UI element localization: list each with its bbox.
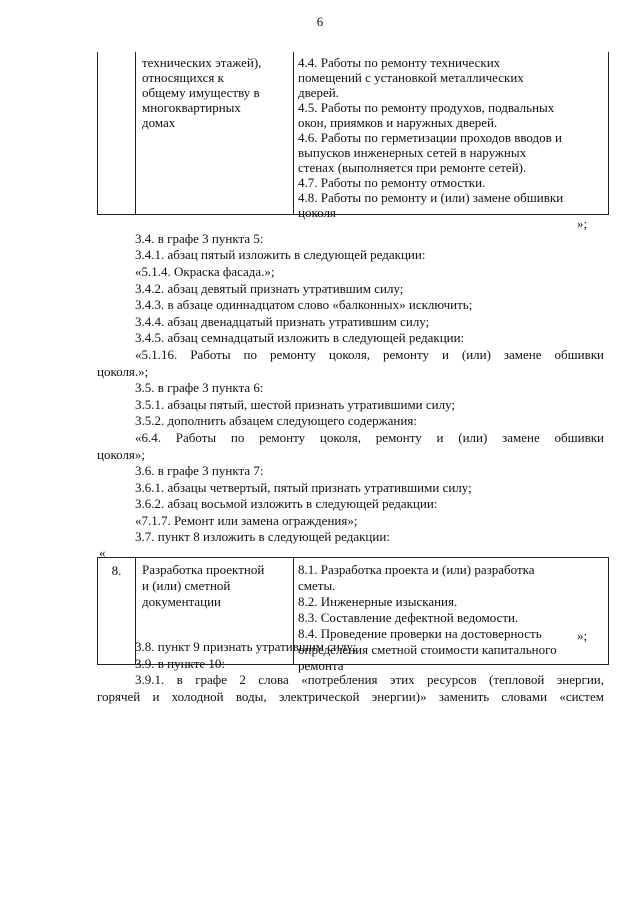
text-line: 3.5.1. абзацы пятый, шестой признать утратившими силу; bbox=[135, 397, 456, 412]
cell-line: 8.3. Составление дефектной ведомости. bbox=[298, 610, 519, 625]
object-cell bbox=[135, 52, 293, 214]
cell-line: ремонта bbox=[298, 658, 344, 673]
text-line: цоколя»; bbox=[97, 447, 146, 462]
cell-line: выпусков инженерных сетей в наружных bbox=[298, 145, 527, 160]
cell-line: 8.2. Инженерные изыскания. bbox=[298, 594, 458, 609]
text-line: «6.4. Работы по ремонту цоколя, ремонту и (или) замене обшивки bbox=[135, 430, 604, 445]
cell-line: технических этажей), bbox=[142, 55, 262, 70]
cell-line: и (или) сметной bbox=[142, 578, 231, 593]
text-line: 3.9.1. в графе 2 слова «потребления этих ресурсов (тепловой энергии, bbox=[135, 672, 604, 687]
text-line: «5.1.16. Работы по ремонту цоколя, ремонту и (или) замене обшивки bbox=[135, 347, 604, 362]
text-line: 3.6.2. абзац восьмой изложить в следующей редакции: bbox=[135, 496, 438, 511]
text-line: «5.1.4. Окраска фасада.»; bbox=[135, 264, 275, 279]
closing-quote: »; bbox=[577, 628, 588, 643]
text-line: цоколя.»; bbox=[97, 364, 149, 379]
table-row bbox=[97, 52, 609, 220]
text-line: 3.4.5. абзац семнадцатый изложить в следующей редакции: bbox=[135, 330, 465, 345]
cell-line: Разработка проектной bbox=[142, 562, 265, 577]
text-line: 3.4.1. абзац пятый изложить в следующей редакции: bbox=[135, 247, 426, 262]
cell-line: сметы. bbox=[298, 578, 336, 593]
cell-line: 8.1. Разработка проекта и (или) разработка bbox=[298, 562, 535, 577]
text-line: 3.4.3. в абзаце одиннадцатом слово «балконных» исключить; bbox=[135, 297, 473, 312]
page-number: 6 bbox=[316, 14, 324, 29]
cell-line: окон, приямков и наружных дверей. bbox=[298, 115, 498, 130]
text-line: 3.6.1. абзацы четвертый, пятый признать утратившими силу; bbox=[135, 480, 472, 495]
cell-line: помещений с установкой металлических bbox=[298, 70, 524, 85]
cell-line: документации bbox=[142, 594, 222, 609]
cell-line: 4.7. Работы по ремонту отмостки. bbox=[298, 175, 486, 190]
text-line: 3.4. в графе 3 пункта 5: bbox=[135, 231, 264, 246]
cell-line: домах bbox=[142, 115, 176, 130]
text-line: 3.7. пункт 8 изложить в следующей редакции: bbox=[135, 529, 390, 544]
text-line: 3.8. пункт 9 признать утратившим силу; bbox=[135, 639, 357, 654]
number-cell bbox=[97, 52, 135, 214]
cell-line: относящихся к bbox=[142, 70, 224, 85]
cell-line: определения сметной стоимости капитального bbox=[298, 642, 557, 657]
cell-line: 4.6. Работы по герметизации проходов вводов и bbox=[298, 130, 562, 145]
text-line: горячей и холодной воды, электрической энергии)» заменить словами «систем bbox=[97, 689, 604, 704]
text-line: 3.5. в графе 3 пункта 6: bbox=[135, 380, 264, 395]
text-line: 3.9. в пункте 10: bbox=[135, 656, 226, 671]
closing-quote: »; bbox=[577, 216, 588, 231]
text-line: 3.4.2. абзац девятый признать утратившим силу; bbox=[135, 281, 404, 296]
cell-line: цоколя bbox=[298, 205, 336, 220]
cell-line: 4.5. Работы по ремонту продухов, подвальных bbox=[298, 100, 555, 115]
number-cell: 8. bbox=[97, 558, 135, 664]
cell-line: общему имуществу в bbox=[142, 85, 260, 100]
text-line: 3.5.2. дополнить абзацем следующего содержания: bbox=[135, 413, 417, 428]
cell-line: дверей. bbox=[298, 85, 339, 100]
cell-line: многоквартирных bbox=[142, 100, 241, 115]
works-cell bbox=[293, 52, 609, 220]
text-line: 3.4.4. абзац двенадцатый признать утратившим силу; bbox=[135, 314, 430, 329]
text-line: «7.1.7. Ремонт или замена ограждения»; bbox=[135, 513, 358, 528]
opening-quote: « bbox=[99, 545, 106, 560]
text-line: 3.6. в графе 3 пункта 7: bbox=[135, 463, 264, 478]
cell-line: 4.8. Работы по ремонту и (или) замене обшивки bbox=[298, 190, 564, 205]
cell-line: 8.4. Проведение проверки на достоверность bbox=[298, 626, 542, 641]
cell-line: 4.4. Работы по ремонту технических bbox=[298, 55, 501, 70]
cell-line: стенах (выполняется при ремонте сетей). bbox=[298, 160, 527, 175]
